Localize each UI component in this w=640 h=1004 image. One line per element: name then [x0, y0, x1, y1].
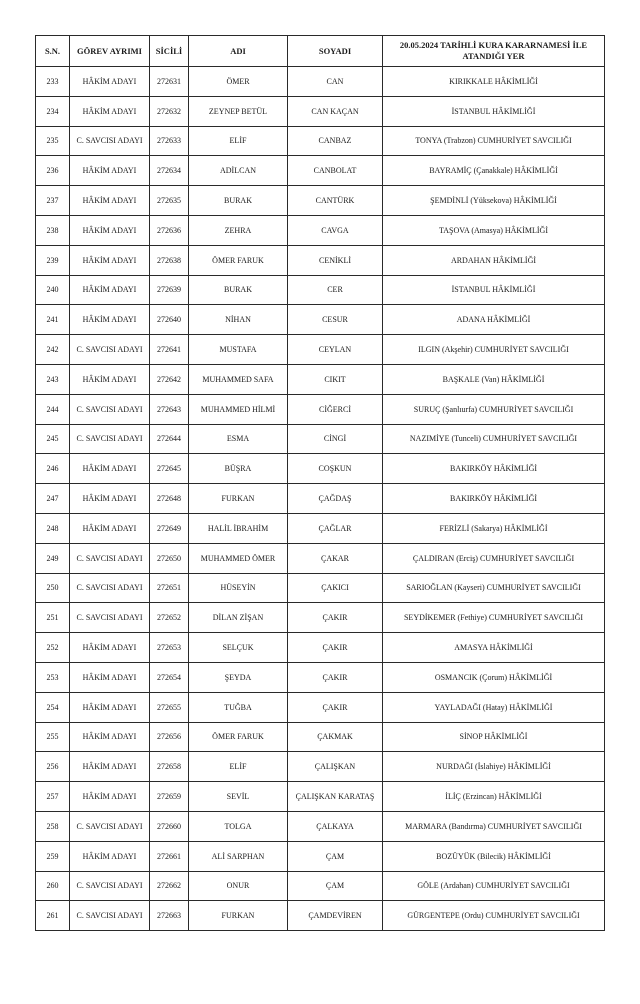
cell-soyadi: ÇALKAYA	[288, 811, 383, 841]
cell-adi: ONUR	[189, 871, 288, 901]
cell-sicili: 272661	[150, 841, 189, 871]
cell-soyadi: ÇAKIR	[288, 692, 383, 722]
cell-atandigi-yer: OSMANCIK (Çorum) HÂKİMLİĞİ	[383, 662, 605, 692]
table-row	[36, 692, 605, 722]
header-sicili: SİCİLİ	[150, 36, 189, 67]
cell-adi: SEVİL	[189, 782, 288, 812]
cell-soyadi: ÇAKIR	[288, 603, 383, 633]
cell-soyadi: ÇAKIR	[288, 633, 383, 663]
cell-sicili: 272643	[150, 394, 189, 424]
cell-gorev-ayrimi: C. SAVCISI ADAYI	[70, 603, 150, 633]
cell-atandigi-yer: ŞEMDİNLİ (Yüksekova) HÂKİMLİĞİ	[383, 186, 605, 216]
cell-sicili: 272641	[150, 335, 189, 365]
cell-soyadi: ÇAĞLAR	[288, 513, 383, 543]
cell-soyadi: ÇALIŞKAN	[288, 752, 383, 782]
cell-sicili: 272649	[150, 513, 189, 543]
table-row	[36, 156, 605, 186]
cell-sn: 241	[36, 305, 70, 335]
cell-gorev-ayrimi: C. SAVCISI ADAYI	[70, 335, 150, 365]
cell-atandigi-yer: ILGIN (Akşehir) CUMHURİYET SAVCILIĞI	[383, 335, 605, 365]
cell-adi: DİLAN ZİŞAN	[189, 603, 288, 633]
cell-atandigi-yer: ADANA HÂKİMLİĞİ	[383, 305, 605, 335]
cell-adi: ŞEYDA	[189, 662, 288, 692]
cell-sn: 237	[36, 186, 70, 216]
cell-gorev-ayrimi: HÂKİM ADAYI	[70, 67, 150, 97]
cell-soyadi: ÇAKIR	[288, 662, 383, 692]
cell-sicili: 272660	[150, 811, 189, 841]
cell-adi: BURAK	[189, 186, 288, 216]
table-row	[36, 841, 605, 871]
cell-adi: ADİLCAN	[189, 156, 288, 186]
cell-gorev-ayrimi: HÂKİM ADAYI	[70, 454, 150, 484]
table-row	[36, 722, 605, 752]
cell-sn: 245	[36, 424, 70, 454]
cell-gorev-ayrimi: HÂKİM ADAYI	[70, 96, 150, 126]
cell-sn: 250	[36, 573, 70, 603]
cell-soyadi: CER	[288, 275, 383, 305]
header-sn: S.N.	[36, 36, 70, 67]
table-row	[36, 901, 605, 931]
cell-soyadi: CİĞERCİ	[288, 394, 383, 424]
table-row	[36, 275, 605, 305]
cell-sn: 246	[36, 454, 70, 484]
header-atandigi-yer: 20.05.2024 TARİHLİ KURA KARARNAMESİ İLE ATANDIĞI YER	[383, 36, 605, 67]
cell-sn: 261	[36, 901, 70, 931]
table-row	[36, 424, 605, 454]
cell-gorev-ayrimi: HÂKİM ADAYI	[70, 275, 150, 305]
cell-soyadi: ÇAKICI	[288, 573, 383, 603]
cell-sicili: 272653	[150, 633, 189, 663]
cell-sicili: 272659	[150, 782, 189, 812]
cell-sicili: 272650	[150, 543, 189, 573]
cell-sn: 249	[36, 543, 70, 573]
cell-atandigi-yer: GÜRGENTEPE (Ordu) CUMHURİYET SAVCILIĞI	[383, 901, 605, 931]
cell-sn: 251	[36, 603, 70, 633]
cell-gorev-ayrimi: HÂKİM ADAYI	[70, 305, 150, 335]
cell-soyadi: CEYLAN	[288, 335, 383, 365]
cell-sicili: 272658	[150, 752, 189, 782]
cell-adi: ELİF	[189, 752, 288, 782]
cell-gorev-ayrimi: HÂKİM ADAYI	[70, 156, 150, 186]
table-row	[36, 782, 605, 812]
cell-sn: 238	[36, 215, 70, 245]
table-row	[36, 215, 605, 245]
cell-sn: 240	[36, 275, 70, 305]
table-row	[36, 484, 605, 514]
cell-atandigi-yer: TAŞOVA (Amasya) HÂKİMLİĞİ	[383, 215, 605, 245]
cell-atandigi-yer: İSTANBUL HÂKİMLİĞİ	[383, 275, 605, 305]
cell-sn: 247	[36, 484, 70, 514]
cell-atandigi-yer: NAZIMİYE (Tunceli) CUMHURİYET SAVCILIĞI	[383, 424, 605, 454]
cell-sicili: 272634	[150, 156, 189, 186]
cell-atandigi-yer: BAYRAMİÇ (Çanakkale) HÂKİMLİĞİ	[383, 156, 605, 186]
cell-adi: ALİ SARPHAN	[189, 841, 288, 871]
cell-gorev-ayrimi: C. SAVCISI ADAYI	[70, 126, 150, 156]
cell-sicili: 272662	[150, 871, 189, 901]
cell-atandigi-yer: FERİZLİ (Sakarya) HÂKİMLİĞİ	[383, 513, 605, 543]
cell-gorev-ayrimi: HÂKİM ADAYI	[70, 841, 150, 871]
cell-sn: 254	[36, 692, 70, 722]
cell-adi: ÖMER	[189, 67, 288, 97]
table-row	[36, 454, 605, 484]
cell-atandigi-yer: İSTANBUL HÂKİMLİĞİ	[383, 96, 605, 126]
cell-sicili: 272652	[150, 603, 189, 633]
cell-soyadi: CANTÜRK	[288, 186, 383, 216]
cell-adi: FURKAN	[189, 901, 288, 931]
table-row	[36, 752, 605, 782]
cell-gorev-ayrimi: HÂKİM ADAYI	[70, 782, 150, 812]
cell-adi: HÜSEYİN	[189, 573, 288, 603]
cell-sn: 248	[36, 513, 70, 543]
cell-adi: TOLGA	[189, 811, 288, 841]
cell-adi: BÜŞRA	[189, 454, 288, 484]
table-header-row	[36, 36, 605, 67]
cell-adi: MUHAMMED SAFA	[189, 364, 288, 394]
cell-soyadi: ÇAM	[288, 871, 383, 901]
cell-atandigi-yer: KIRIKKALE HÂKİMLİĞİ	[383, 67, 605, 97]
cell-atandigi-yer: BAŞKALE (Van) HÂKİMLİĞİ	[383, 364, 605, 394]
cell-sn: 259	[36, 841, 70, 871]
cell-gorev-ayrimi: C. SAVCISI ADAYI	[70, 901, 150, 931]
cell-soyadi: ÇAMDEVİREN	[288, 901, 383, 931]
cell-sicili: 272631	[150, 67, 189, 97]
cell-sn: 260	[36, 871, 70, 901]
cell-gorev-ayrimi: HÂKİM ADAYI	[70, 364, 150, 394]
cell-gorev-ayrimi: C. SAVCISI ADAYI	[70, 424, 150, 454]
cell-sicili: 272638	[150, 245, 189, 275]
cell-sicili: 272655	[150, 692, 189, 722]
cell-soyadi: CANBOLAT	[288, 156, 383, 186]
cell-sn: 255	[36, 722, 70, 752]
cell-soyadi: CAN KAÇAN	[288, 96, 383, 126]
cell-adi: HALİL İBRAHİM	[189, 513, 288, 543]
cell-atandigi-yer: ÇALDIRAN (Erciş) CUMHURİYET SAVCILIĞI	[383, 543, 605, 573]
cell-sicili: 272644	[150, 424, 189, 454]
table-row	[36, 603, 605, 633]
cell-adi: TUĞBA	[189, 692, 288, 722]
table-row	[36, 394, 605, 424]
cell-soyadi: CAN	[288, 67, 383, 97]
cell-atandigi-yer: SARIOĞLAN (Kayseri) CUMHURİYET SAVCILIĞI	[383, 573, 605, 603]
cell-sicili: 272635	[150, 186, 189, 216]
cell-gorev-ayrimi: C. SAVCISI ADAYI	[70, 573, 150, 603]
cell-sicili: 272656	[150, 722, 189, 752]
cell-atandigi-yer: TONYA (Trabzon) CUMHURİYET SAVCILIĞI	[383, 126, 605, 156]
cell-gorev-ayrimi: HÂKİM ADAYI	[70, 215, 150, 245]
cell-gorev-ayrimi: C. SAVCISI ADAYI	[70, 811, 150, 841]
cell-soyadi: ÇAKMAK	[288, 722, 383, 752]
cell-sicili: 272640	[150, 305, 189, 335]
cell-adi: FURKAN	[189, 484, 288, 514]
cell-sn: 242	[36, 335, 70, 365]
cell-sn: 233	[36, 67, 70, 97]
cell-adi: NİHAN	[189, 305, 288, 335]
cell-soyadi: CANBAZ	[288, 126, 383, 156]
cell-sicili: 272645	[150, 454, 189, 484]
cell-sicili: 272639	[150, 275, 189, 305]
cell-soyadi: ÇAKAR	[288, 543, 383, 573]
table-row	[36, 513, 605, 543]
table-row	[36, 662, 605, 692]
cell-atandigi-yer: BAKIRKÖY HÂKİMLİĞİ	[383, 484, 605, 514]
cell-adi: MUHAMMED HİLMİ	[189, 394, 288, 424]
cell-soyadi: CESUR	[288, 305, 383, 335]
cell-gorev-ayrimi: C. SAVCISI ADAYI	[70, 871, 150, 901]
cell-adi: ESMA	[189, 424, 288, 454]
cell-atandigi-yer: AMASYA HÂKİMLİĞİ	[383, 633, 605, 663]
cell-sicili: 272632	[150, 96, 189, 126]
table-row	[36, 126, 605, 156]
table-row	[36, 186, 605, 216]
cell-soyadi: CAVGA	[288, 215, 383, 245]
cell-soyadi: CİNGİ	[288, 424, 383, 454]
cell-sn: 253	[36, 662, 70, 692]
cell-atandigi-yer: GÖLE (Ardahan) CUMHURİYET SAVCILIĞI	[383, 871, 605, 901]
cell-sn: 256	[36, 752, 70, 782]
cell-sn: 243	[36, 364, 70, 394]
cell-soyadi: ÇAĞDAŞ	[288, 484, 383, 514]
table-row	[36, 543, 605, 573]
cell-gorev-ayrimi: HÂKİM ADAYI	[70, 692, 150, 722]
table-row	[36, 96, 605, 126]
header-soyadi: SOYADI	[288, 36, 383, 67]
cell-soyadi: COŞKUN	[288, 454, 383, 484]
cell-sn: 244	[36, 394, 70, 424]
table-row	[36, 364, 605, 394]
cell-sn: 236	[36, 156, 70, 186]
assignment-table	[35, 35, 605, 931]
cell-gorev-ayrimi: HÂKİM ADAYI	[70, 484, 150, 514]
cell-gorev-ayrimi: HÂKİM ADAYI	[70, 722, 150, 752]
table-row	[36, 67, 605, 97]
table-row	[36, 811, 605, 841]
header-adi: ADI	[189, 36, 288, 67]
cell-adi: ZEYNEP BETÜL	[189, 96, 288, 126]
cell-gorev-ayrimi: HÂKİM ADAYI	[70, 752, 150, 782]
cell-atandigi-yer: MARMARA (Bandırma) CUMHURİYET SAVCILIĞI	[383, 811, 605, 841]
cell-gorev-ayrimi: HÂKİM ADAYI	[70, 245, 150, 275]
cell-sicili: 272648	[150, 484, 189, 514]
cell-sicili: 272642	[150, 364, 189, 394]
cell-adi: MUHAMMED ÖMER	[189, 543, 288, 573]
cell-adi: SELÇUK	[189, 633, 288, 663]
cell-gorev-ayrimi: C. SAVCISI ADAYI	[70, 394, 150, 424]
cell-sicili: 272651	[150, 573, 189, 603]
table-row	[36, 573, 605, 603]
table-body	[36, 67, 605, 931]
table-row	[36, 335, 605, 365]
cell-gorev-ayrimi: HÂKİM ADAYI	[70, 513, 150, 543]
cell-gorev-ayrimi: HÂKİM ADAYI	[70, 662, 150, 692]
cell-atandigi-yer: SEYDİKEMER (Fethiye) CUMHURİYET SAVCILIĞI	[383, 603, 605, 633]
table-row	[36, 871, 605, 901]
table-row	[36, 305, 605, 335]
cell-adi: BURAK	[189, 275, 288, 305]
cell-atandigi-yer: YAYLADAĞI (Hatay) HÂKİMLİĞİ	[383, 692, 605, 722]
header-gorev-ayrimi: GÖREV AYRIMI	[70, 36, 150, 67]
cell-gorev-ayrimi: C. SAVCISI ADAYI	[70, 543, 150, 573]
table-row	[36, 633, 605, 663]
table-row	[36, 245, 605, 275]
cell-sicili: 272663	[150, 901, 189, 931]
cell-soyadi: ÇALIŞKAN KARATAŞ	[288, 782, 383, 812]
cell-sn: 258	[36, 811, 70, 841]
cell-sn: 257	[36, 782, 70, 812]
cell-adi: ELİF	[189, 126, 288, 156]
cell-adi: ÖMER FARUK	[189, 245, 288, 275]
cell-atandigi-yer: ARDAHAN HÂKİMLİĞİ	[383, 245, 605, 275]
cell-atandigi-yer: SİNOP HÂKİMLİĞİ	[383, 722, 605, 752]
cell-soyadi: ÇAM	[288, 841, 383, 871]
cell-soyadi: CIKIT	[288, 364, 383, 394]
cell-sn: 234	[36, 96, 70, 126]
cell-sn: 252	[36, 633, 70, 663]
cell-sicili: 272633	[150, 126, 189, 156]
cell-adi: ZEHRA	[189, 215, 288, 245]
cell-atandigi-yer: İLİÇ (Erzincan) HÂKİMLİĞİ	[383, 782, 605, 812]
cell-atandigi-yer: BOZÜYÜK (Bilecik) HÂKİMLİĞİ	[383, 841, 605, 871]
cell-atandigi-yer: SURUÇ (Şanlıurfa) CUMHURİYET SAVCILIĞI	[383, 394, 605, 424]
cell-gorev-ayrimi: HÂKİM ADAYI	[70, 186, 150, 216]
cell-soyadi: CENİKLİ	[288, 245, 383, 275]
cell-adi: MUSTAFA	[189, 335, 288, 365]
cell-atandigi-yer: NURDAĞI (İslahiye) HÂKİMLİĞİ	[383, 752, 605, 782]
cell-sn: 235	[36, 126, 70, 156]
cell-sicili: 272636	[150, 215, 189, 245]
cell-gorev-ayrimi: HÂKİM ADAYI	[70, 633, 150, 663]
cell-atandigi-yer: BAKIRKÖY HÂKİMLİĞİ	[383, 454, 605, 484]
cell-sicili: 272654	[150, 662, 189, 692]
cell-adi: ÖMER FARUK	[189, 722, 288, 752]
cell-sn: 239	[36, 245, 70, 275]
